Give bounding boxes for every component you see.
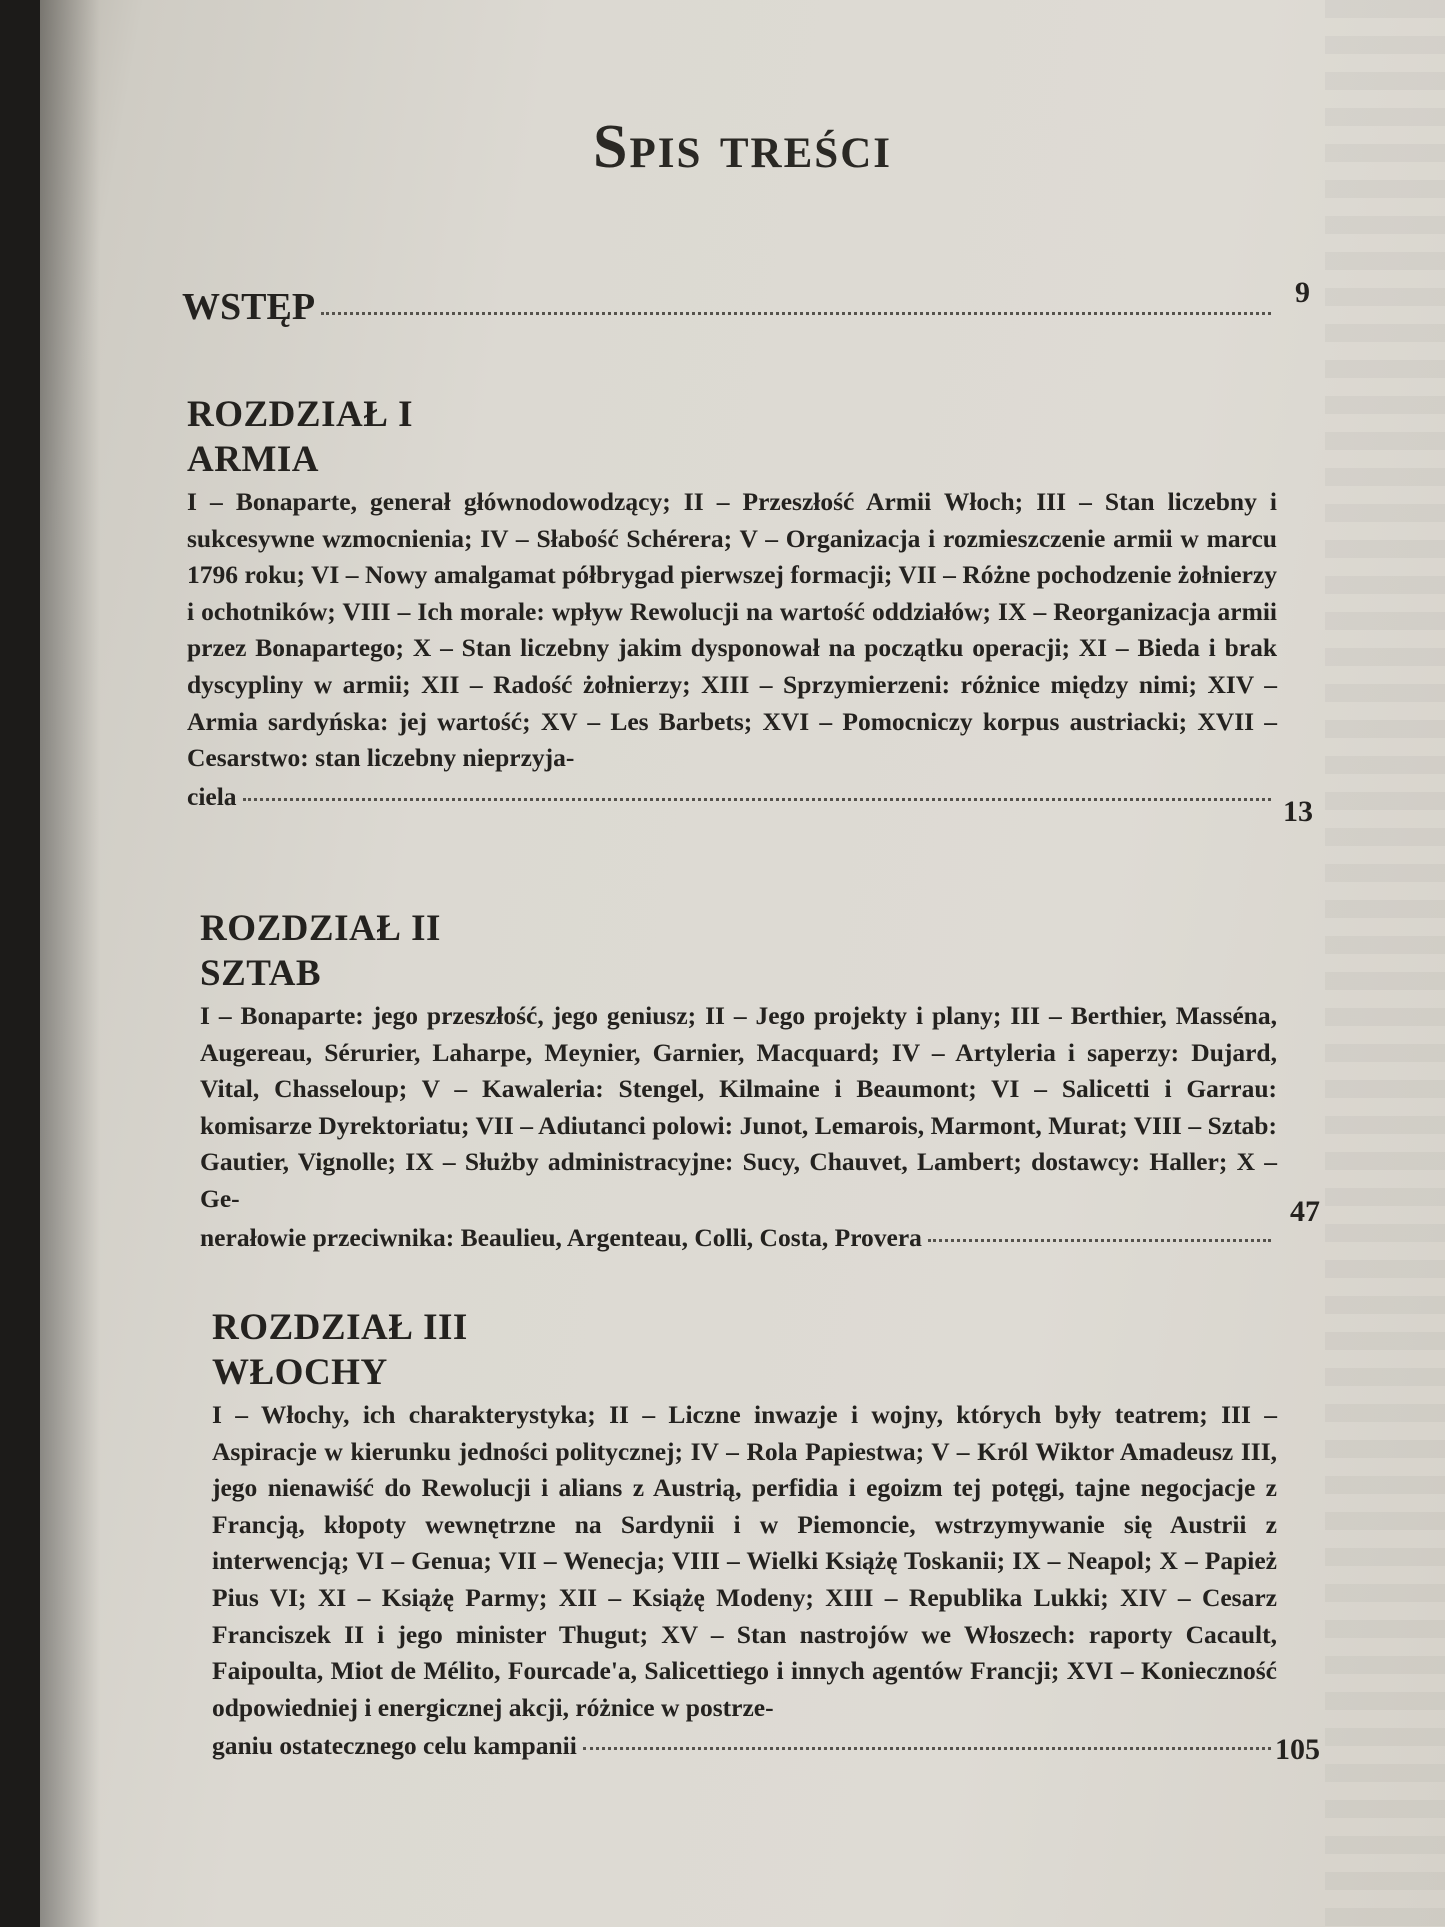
chapter-summary-last-line	[187, 779, 1277, 816]
intro-label: WSTĘP	[182, 286, 316, 328]
chapter-name: ARMIA	[187, 439, 319, 480]
page-title: Spis treści	[592, 113, 892, 181]
toc-entry-chapter-2	[200, 906, 1277, 1256]
chapter-summary-last-line	[212, 1728, 1277, 1765]
chapter-name: WŁOCHY	[212, 1352, 388, 1393]
spine-shadow	[40, 0, 100, 1927]
toc-entry-chapter-1	[187, 392, 1277, 815]
show-through-text	[1325, 0, 1445, 1927]
intro-page-number: 9	[1295, 276, 1310, 309]
chapter-summary-end: nerałowie przeciwnika: Beaulieu, Argenteau, Colli, Costa, Provera	[200, 1222, 922, 1252]
chapter-3-page-number: 105	[1275, 1733, 1320, 1766]
leader-dots	[583, 1747, 1271, 1750]
chapter-number: ROZDZIAŁ III	[212, 1307, 468, 1348]
toc-entry-intro	[182, 285, 1277, 329]
chapter-number: ROZDZIAŁ I	[187, 394, 414, 435]
leader-dots	[243, 798, 1271, 801]
chapter-summary: I – Włochy, ich charakterystyka; II – Liczne inwazje i wojny, których były teatrem; III – Aspiracje w kierunku jedności politycznej; IV – Rola Papiestwa; V – Król Wiktor Amadeusz III, jego nienawiść do Rewolucji i alians z Austrią, perfidia i egoizm tej potęgi, tajne negocjacje z Francją, kłopoty wewnętrzne na Sardynii i w Piemoncie, wstrzymywanie się Austrii z interwencją; VI – Genua; VII – Wenecja; VIII – Wielki Książę Toskanii; IX – Neapol; X – Papież Pius VI; XI – Książę Parmy; XII – Książę Modeny; XIII – Republika Lukki; XIV – Cesarz Franciszek II i jego minister Thugut; XV – Stan nastrojów we Włoszech: raporty Cacault, Faipoulta, Miot de Mélito, Fourcade'a, Salicettiego i innych agentów Francji; XVI – Konieczność odpowiedniej i energicznej akcji, różnice w postrze-	[212, 1400, 1277, 1722]
chapter-number: ROZDZIAŁ II	[200, 908, 441, 949]
chapter-summary-end: ganiu ostatecznego celu kampanii	[212, 1731, 577, 1761]
chapter-summary-end: ciela	[187, 781, 237, 811]
chapter-summary: I – Bonaparte, generał głównodowodzący; II – Przeszłość Armii Włoch; III – Stan liczebny i sukcesywne wzmocnienia; IV – Słabość Schérera; V – Organizacja i rozmieszczenie armii w marcu 1796 roku; VI – Nowy amalgamat półbrygad pierwszej formacji; VII – Różne pochodzenie żołnierzy i ochotników; VIII – Ich morale: wpływ Rewolucji na wartość oddziałów; IX – Reorganizacja armii przez Bonapartego; X – Stan liczebny jakim dysponował na początku operacji; XI – Bieda i brak dyscypliny w armii; XII – Radość żołnierzy; XIII – Sprzymierzeni: różnice między nimi; XIV – Armia sardyńska: jej wartość; XV – Les Barbets; XVI – Pomocniczy korpus austriacki; XVII – Cesarstwo: stan liczebny nieprzyja-	[187, 487, 1277, 773]
leader-dots	[321, 312, 1271, 315]
chapter-name: SZTAB	[200, 953, 322, 994]
chapter-2-page-number: 47	[1290, 1195, 1320, 1228]
toc-entry-chapter-3	[212, 1305, 1277, 1765]
leader-dots	[928, 1239, 1271, 1242]
chapter-1-page-number: 13	[1283, 795, 1313, 828]
chapter-summary: I – Bonaparte: jego przeszłość, jego geniusz; II – Jego projekty i plany; III – Berthier, Masséna, Augereau, Sérurier, Laharpe, Meynier, Garnier, Macquard; IV – Artyleria i saperzy: Dujard, Vital, Chasseloup; V – Kawaleria: Stengel, Kilmaine i Beaumont; VI – Salicetti i Garrau: komisarze Dyrektoriatu; VII – Adiutanci polowi: Junot, Lemarois, Marmont, Murat; VIII – Sztab: Gautier, Vignolle; IX – Służby administracyjne: Sucy, Chauvet, Lambert; dostawcy: Haller; X – Ge-	[200, 1001, 1277, 1213]
book-page	[40, 0, 1445, 1927]
chapter-summary-last-line	[200, 1220, 1277, 1257]
